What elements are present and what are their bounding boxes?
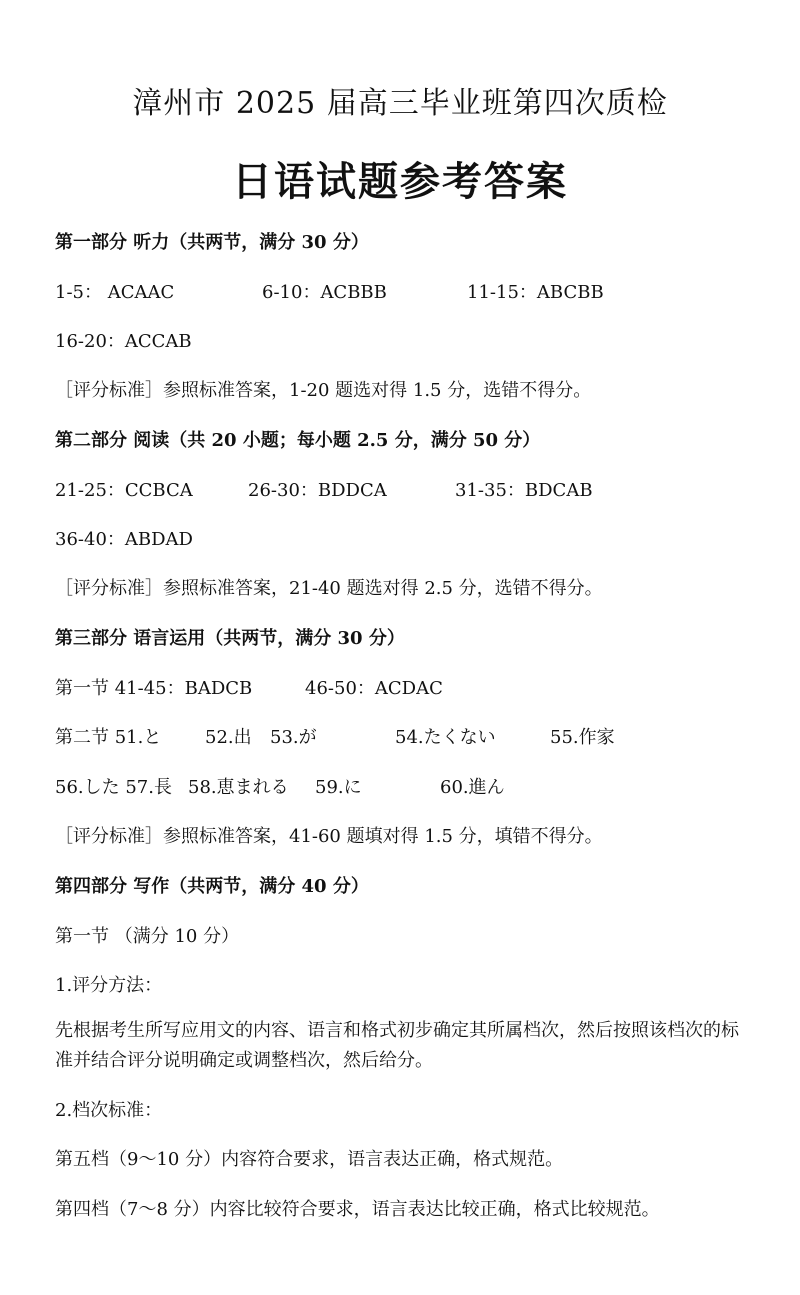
part4-heading: 第四部分 写作（共两节，满分 40 分） [55, 876, 369, 897]
answer-group: 46-50：ACDAC [305, 678, 443, 699]
answer-item: 56.した 57.長 [55, 777, 172, 798]
answer-item: 52.出 [205, 727, 252, 748]
answer-group: 11-15：ABCBB [467, 282, 604, 303]
part3-heading: 第三部分 语言运用（共两节，满分 30 分） [55, 628, 405, 649]
exam-title: 漳州市 2025 届高三毕业班第四次质检 [132, 86, 668, 121]
answer-group: 21-25：CCBCA [55, 480, 193, 501]
answer-group: 26-30：BDDCA [248, 480, 387, 501]
answer-group: 第一节 41-45：BADCB [55, 678, 253, 699]
part1-heading: 第一部分 听力（共两节，满分 30 分） [55, 232, 369, 253]
part2-heading: 第二部分 阅读（共 20 小题；每小题 2.5 分，满分 50 分） [55, 430, 541, 451]
part1-criteria: ［评分标准］参照标准答案，1-20 题选对得 1.5 分，选错不得分。 [55, 380, 592, 401]
part3-criteria: ［评分标准］参照标准答案，41-60 题填对得 1.5 分，填错不得分。 [55, 826, 603, 847]
scoring-method-text: 先根据考生所写应用文的内容、语言和格式初步确定其所属档次，然后按照该档次的标准并结合评分说明确定或调整档次，然后给分。 [55, 1020, 739, 1071]
level5-description: 第五档（9～10 分）内容符合要求，语言表达正确，格式规范。 [55, 1149, 564, 1170]
answer-item: 60.進ん [440, 777, 505, 798]
level4-description: 第四档（7～8 分）内容比较符合要求，语言表达比较正确，格式比较规范。 [55, 1199, 660, 1220]
document-title: 日语试题参考答案 [232, 158, 568, 205]
answer-group: 1-5： ACAAC [55, 282, 175, 303]
answer-item: 59.に [315, 777, 362, 798]
answer-group: 6-10：ACBBB [262, 282, 387, 303]
answer-group: 31-35：BDCAB [455, 480, 593, 501]
answer-item: 第二节 51.と [55, 727, 162, 748]
scoring-method-label: 1.评分方法： [55, 975, 163, 996]
answer-item: 54.たくない [395, 727, 496, 748]
level-standard-label: 2.档次标准： [55, 1100, 163, 1121]
answer-item: 53.が [270, 727, 317, 748]
part4-section1-heading: 第一节 （满分 10 分） [55, 926, 240, 947]
answer-item: 58.恵まれる [188, 777, 289, 798]
part2-answers-row2: 36-40：ABDAD [55, 529, 193, 550]
part2-criteria: ［评分标准］参照标准答案，21-40 题选对得 2.5 分，选错不得分。 [55, 578, 603, 599]
answer-item: 55.作家 [550, 727, 615, 748]
part1-answers-row2: 16-20：ACCAB [55, 331, 192, 352]
